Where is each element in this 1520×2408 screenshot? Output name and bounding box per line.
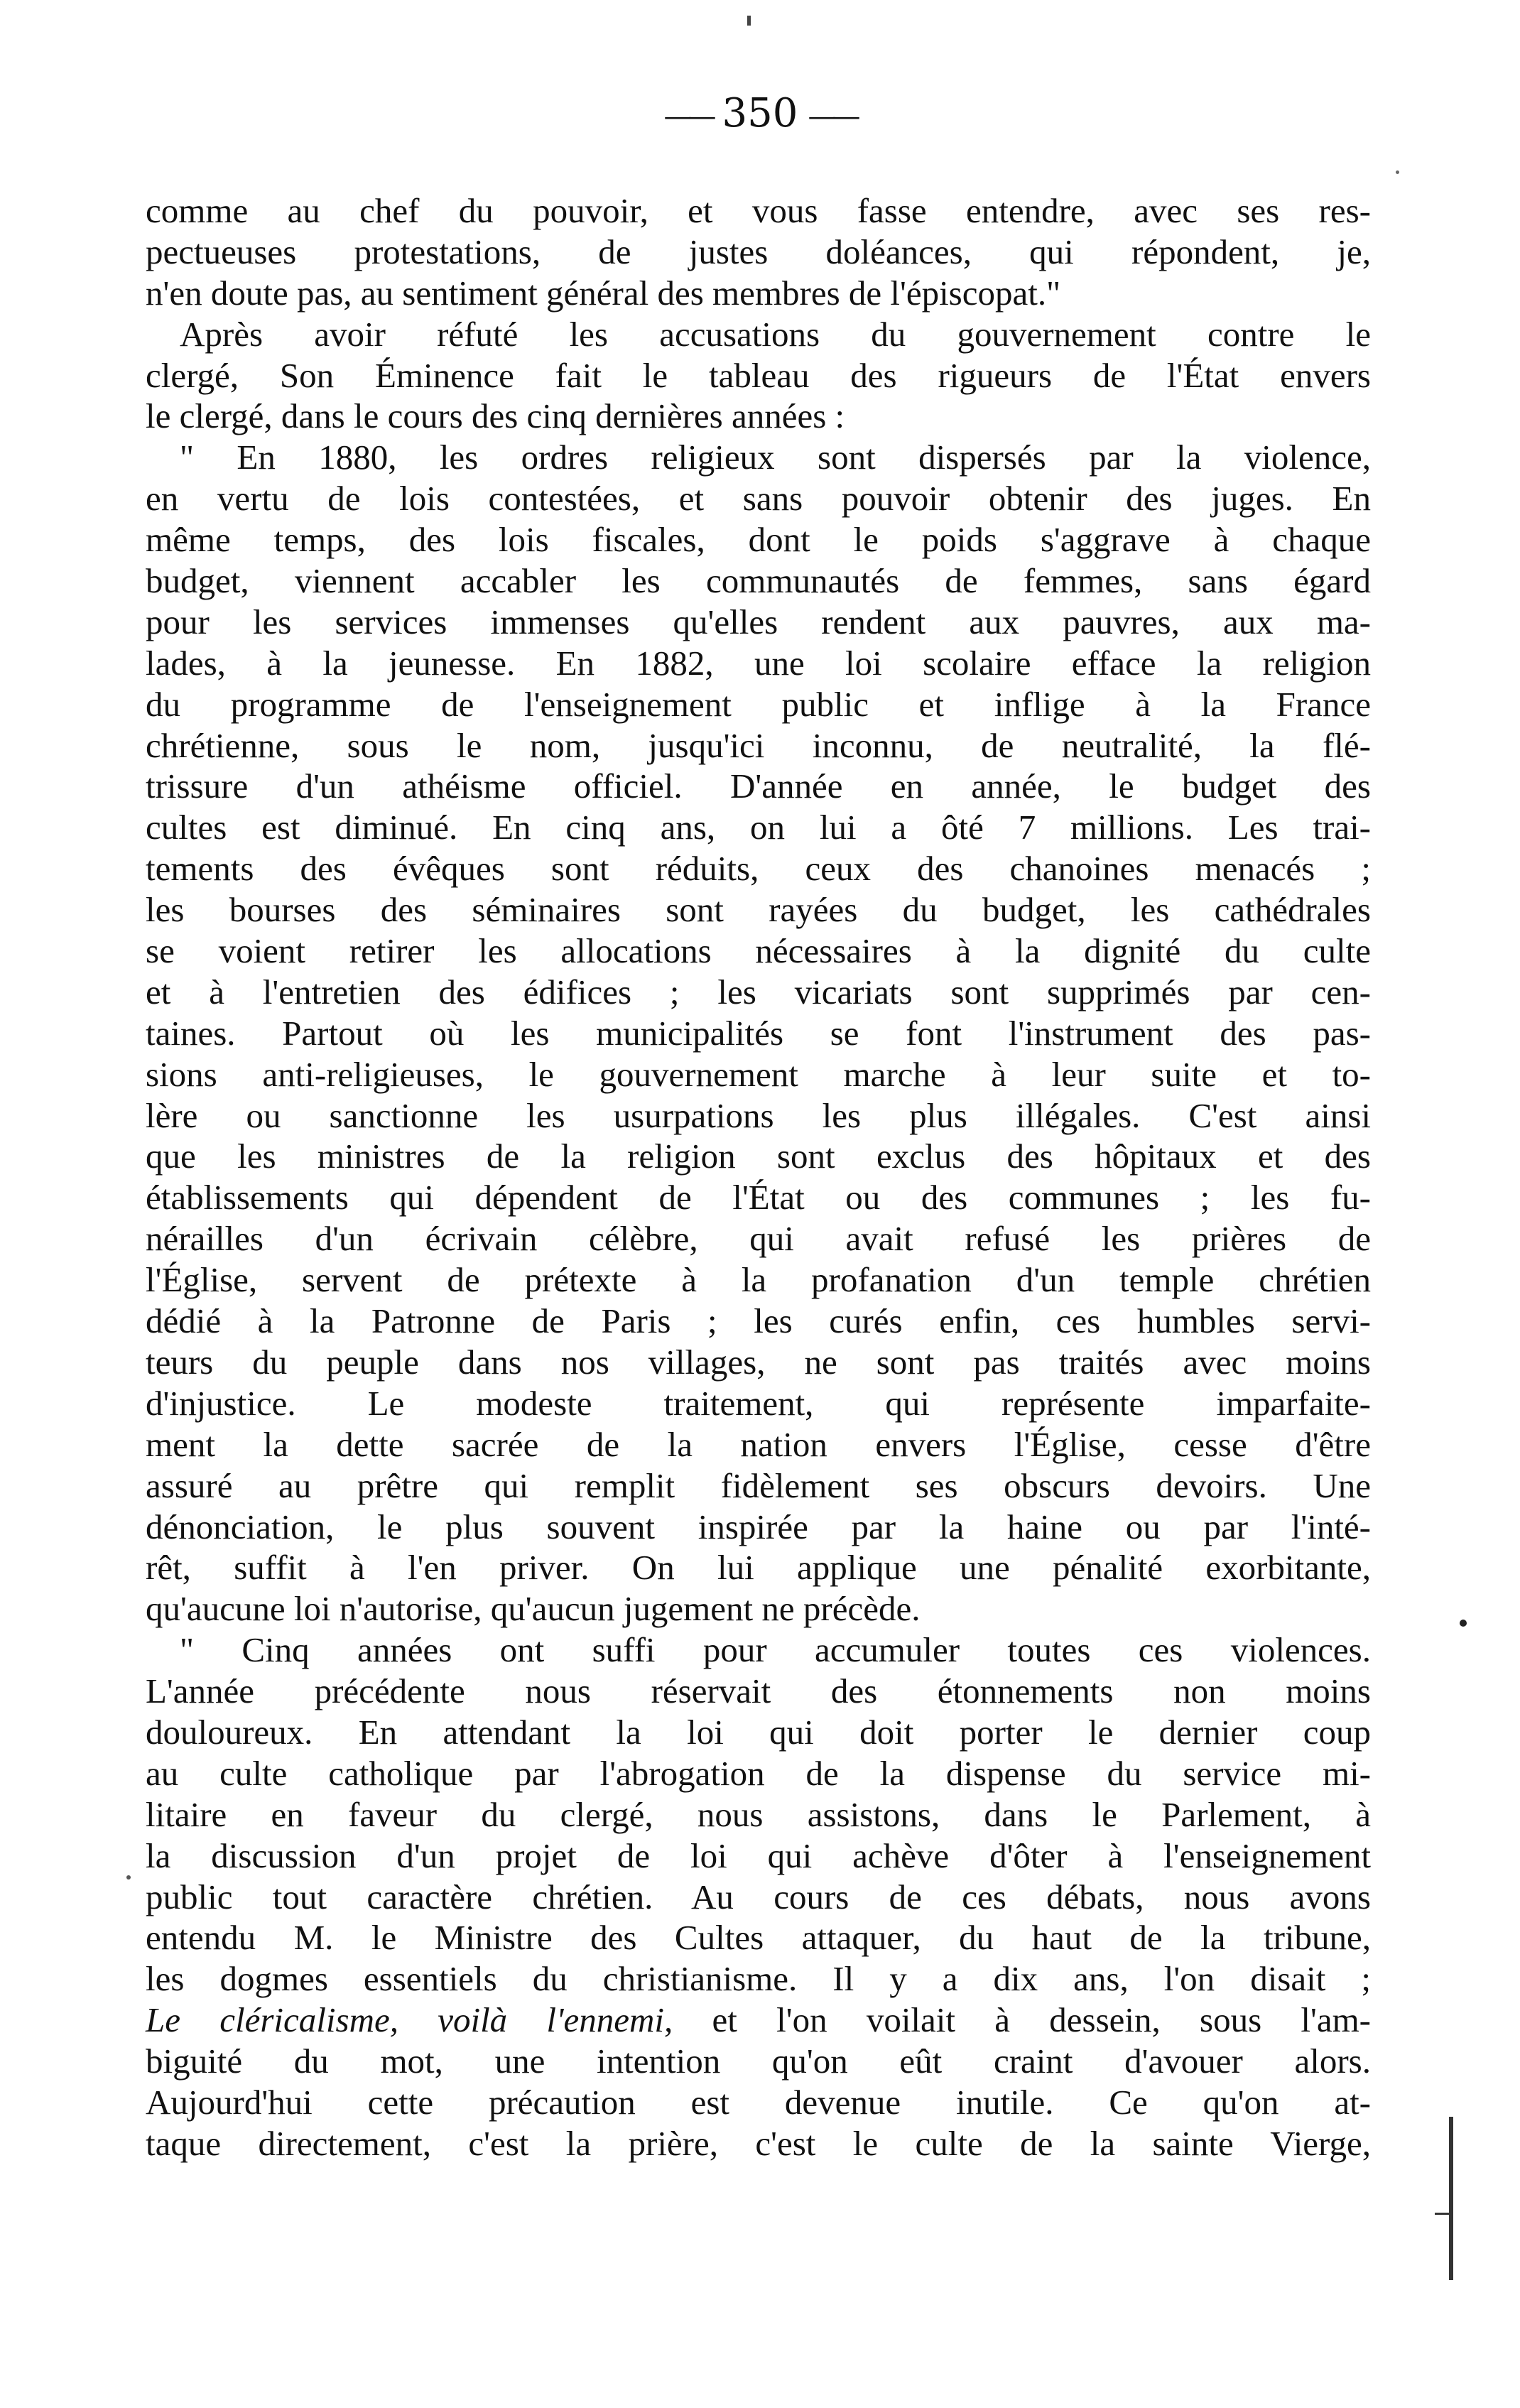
text-line: " En 1880, les ordres religieux sont dispersés par la violence, — [180, 438, 1371, 477]
text-line — [146, 2000, 1371, 2041]
text-line: qu'aucune loi n'autorise, qu'aucun jugement ne précède. — [146, 1589, 921, 1629]
text-line: les dogmes essentiels du christianisme. Il y a dix ans, l'on disait ; — [146, 1959, 1371, 1999]
text-line: se voient retirer les allocations nécessaires à la dignité du culte — [146, 931, 1371, 971]
text-line: la discussion d'un projet de loi qui achève d'ôter à l'enseignement — [146, 1835, 1371, 1875]
text-line: les bourses des séminaires sont rayées du budget, les cathédrales — [146, 890, 1371, 930]
text-line: d'injustice. Le modeste traitement, qui représente imparfaite- — [146, 1383, 1371, 1423]
text-line: clergé, Son Éminence fait le tableau des rigueurs de l'État envers — [146, 355, 1371, 395]
text-line: Après avoir réfuté les accusations du gouvernement contre le — [180, 314, 1371, 354]
text-line: ment la dette sacrée de la nation envers l'Église, cesse d'être — [146, 1424, 1371, 1464]
text-line: n'en doute pas, au sentiment général des membres de l'épiscopat." — [146, 273, 1061, 313]
text-line: au culte catholique par l'abrogation de la dispense du service mi- — [146, 1753, 1371, 1793]
text-line: comme au chef du pouvoir, et vous fasse entendre, avec ses res- — [146, 191, 1371, 230]
text-line: même temps, des lois fiscales, dont le poids s'aggrave à chaque — [146, 520, 1371, 560]
text-line: pour les services immenses qu'elles rendent aux pauvres, aux ma- — [146, 602, 1371, 641]
text-line: public tout caractère chrétien. Au cours de ces débats, nous avons — [146, 1877, 1371, 1916]
text-line: budget, viennent accabler les communautés de femmes, sans égard — [146, 561, 1371, 601]
margin-dot — [1460, 1620, 1467, 1627]
italic-phrase: Le cléricalisme, voilà l'ennemi, — [146, 2000, 673, 2040]
text-line: du programme de l'enseignement public et inflige à la France — [146, 684, 1371, 724]
text-line: lère ou sanctionne les usurpations les plus illégales. C'est ainsi — [146, 1095, 1371, 1135]
text-line: tements des évêques sont réduits, ceux des chanoines menacés ; — [146, 849, 1371, 889]
text-line: teurs du peuple dans nos villages, ne sont pas traités avec moins — [146, 1342, 1371, 1382]
text-line: " Cinq années ont suffi pour accumuler toutes ces violences. — [180, 1630, 1371, 1670]
text-line: dédié à la Patronne de Paris ; les curés enfin, ces humbles servi- — [146, 1301, 1371, 1341]
text-line: biguité du mot, une intention qu'on eût craint d'avouer alors. — [146, 2041, 1371, 2081]
page-number: 350 — [722, 90, 798, 136]
text-line: établissements qui dépendent de l'État ou des communes ; les fu- — [146, 1178, 1371, 1217]
text-line: rêt, suffit à l'en priver. On lui applique une pénalité exorbitante, — [146, 1548, 1371, 1588]
text-line: assuré au prêtre qui remplit fidèlement ses obscurs devoirs. Une — [146, 1465, 1371, 1505]
text-line: sions anti-religieuses, le gouvernement marche à leur suite et to- — [146, 1054, 1371, 1094]
page-header — [0, 92, 1520, 138]
text-line: lades, à la jeunesse. En 1882, une loi scolaire efface la religion — [146, 643, 1371, 683]
header-ornament-left: —— — [663, 99, 712, 133]
text-line: pectueuses protestations, de justes doléances, qui répondent, je, — [146, 232, 1371, 271]
text-line: Aujourd'hui cette précaution est devenue inutile. Ce qu'on at- — [146, 2082, 1371, 2122]
text-line: trissure d'un athéisme officiel. D'année en année, le budget des — [146, 766, 1371, 806]
page-edge-mark — [1449, 2117, 1453, 2280]
text-line: cultes est diminué. En cinq ans, on lui a ôté 7 millions. Les trai- — [146, 808, 1371, 847]
print-speck — [1396, 170, 1399, 174]
line-text: et l'on voilait à dessein, sous l'am- — [673, 2000, 1372, 2040]
text-line: l'Église, servent de prétexte à la profanation d'un temple chrétien — [146, 1260, 1371, 1300]
text-line: L'année précédente nous réservait des étonnements non moins — [146, 1671, 1371, 1711]
text-line: entendu M. le Ministre des Cultes attaquer, du haut de la tribune, — [146, 1918, 1371, 1958]
text-line: dénonciation, le plus souvent inspirée par la haine ou par l'inté- — [146, 1507, 1371, 1546]
text-line: nérailles d'un écrivain célèbre, qui avait refusé les prières de — [146, 1219, 1371, 1259]
text-line: taque directement, c'est la prière, c'est le culte de la sainte Vierge, — [146, 2123, 1371, 2163]
text-line: que les ministres de la religion sont exclus des hôpitaux et des — [146, 1137, 1371, 1176]
print-speck — [126, 1875, 131, 1880]
text-line: et à l'entretien des édifices ; les vicariats sont supprimés par cen- — [146, 972, 1371, 1012]
header-ornament-right: —— — [808, 99, 857, 133]
text-line: taines. Partout où les municipalités se font l'instrument des pas- — [146, 1013, 1371, 1053]
text-line: le clergé, dans le cours des cinq dernières années : — [146, 396, 845, 436]
page-edge-tick — [1435, 2213, 1452, 2215]
print-speck — [747, 16, 751, 26]
text-line: en vertu de lois contestées, et sans pouvoir obtenir des juges. En — [146, 479, 1371, 519]
body-text — [146, 190, 1371, 2164]
text-line: litaire en faveur du clergé, nous assistons, dans le Parlement, à — [146, 1794, 1371, 1834]
text-line: chrétienne, sous le nom, jusqu'ici inconnu, de neutralité, la flé- — [146, 725, 1371, 765]
text-line: douloureux. En attendant la loi qui doit porter le dernier coup — [146, 1712, 1371, 1752]
